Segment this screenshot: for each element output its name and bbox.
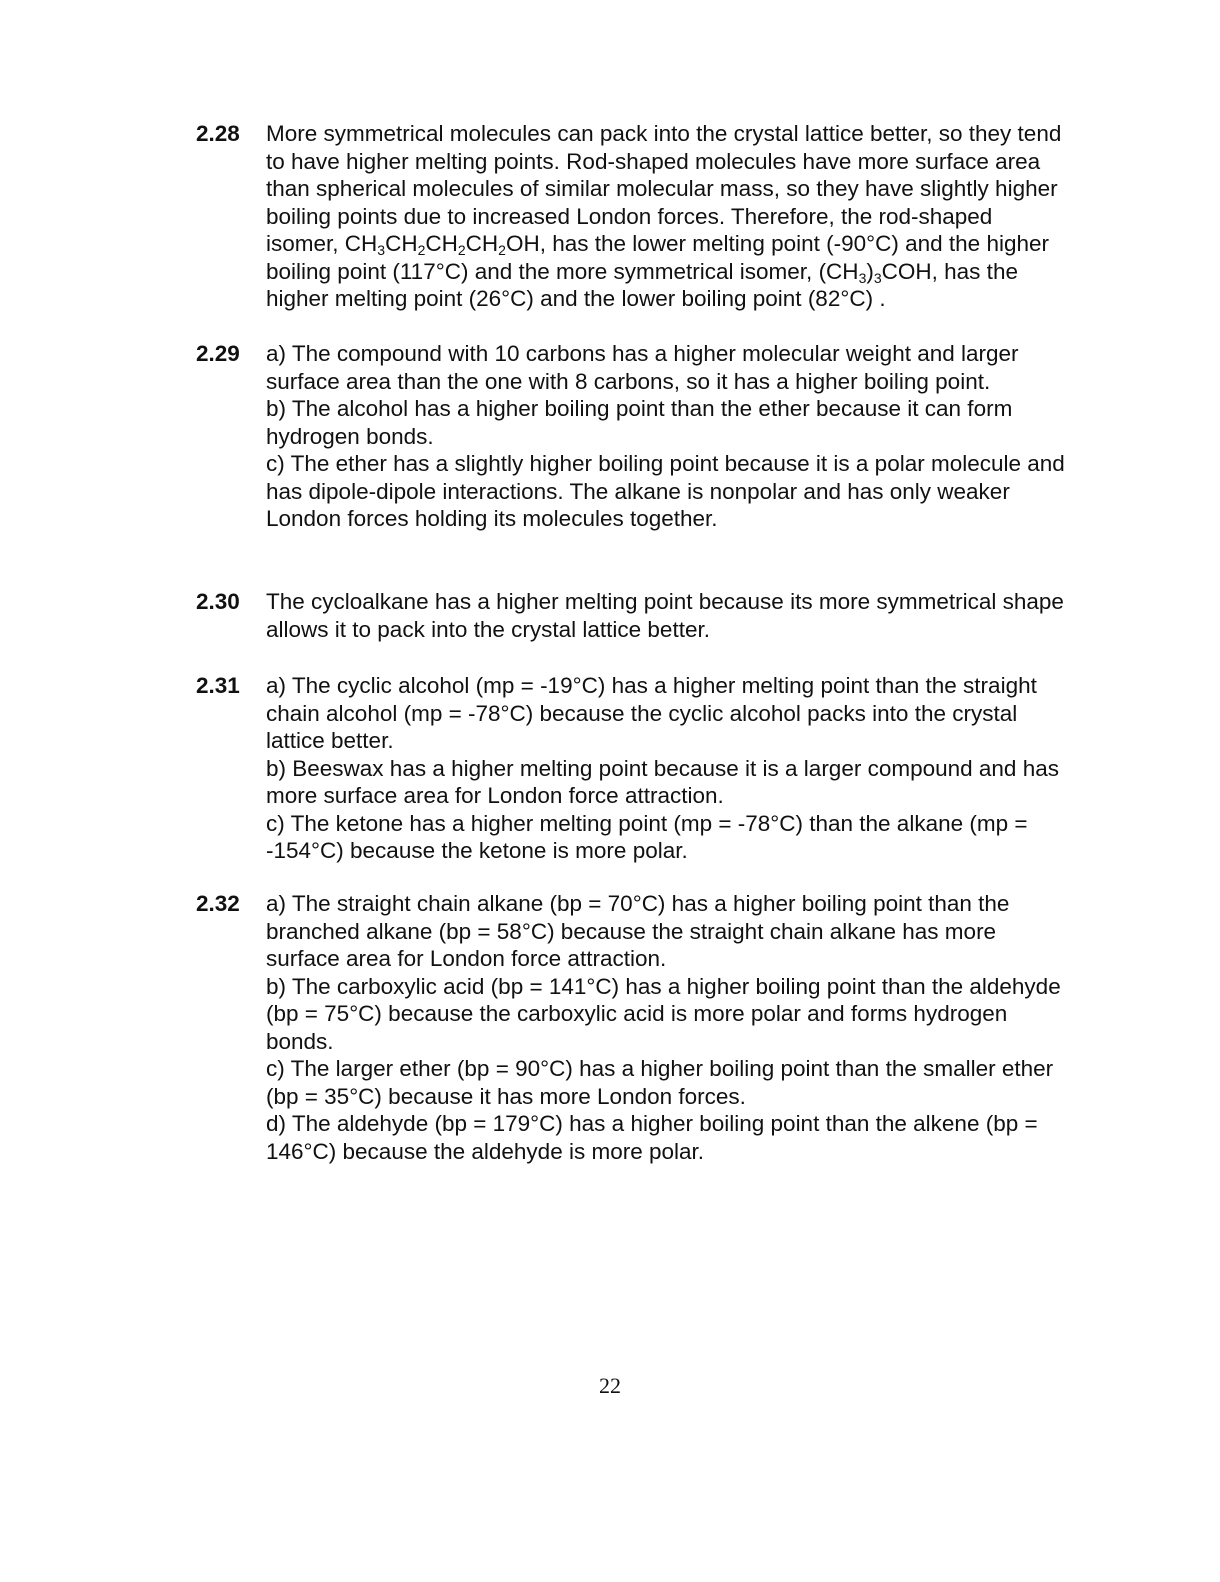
text-line: a) The straight chain alkane (bp = 70°C) has a higher boiling point than the (266, 891, 1010, 916)
text-line: (bp = 75°C) because the carboxylic acid is more polar and forms hydrogen (266, 1001, 1008, 1026)
problem-text (266, 120, 1136, 313)
problem-text (266, 672, 1136, 865)
text-segment: , has the lower melting point (-90°C) and the higher (539, 231, 1049, 256)
text-line: a) The compound with 10 carbons has a higher molecular weight and larger (266, 341, 1019, 366)
text-line: branched alkane (bp = 58°C) because the straight chain alkane has more (266, 918, 997, 944)
text-line: has dipole-dipole interactions. The alkane is nonpolar and has only weaker (266, 478, 1010, 504)
text-segment: isomer, (266, 231, 345, 256)
text-line: More symmetrical molecules can pack into the crystal lattice better, so they tend (266, 121, 1062, 146)
text-line: b) The carboxylic acid (bp = 141°C) has a higher boiling point than the aldehyde (266, 973, 1061, 999)
chemical-formula-butanol: $CH_3CH_2CH_2CH_2OH$ (344, 231, 540, 258)
problem-text (266, 588, 1136, 643)
text-segment: boiling point (117°C) and the more symmetrical isomer, (266, 258, 819, 284)
text-line: b) Beeswax has a higher melting point because it is a larger compound and has (266, 755, 1059, 781)
problem-number: 2.28 (196, 121, 240, 146)
page-number: 22 (599, 1373, 621, 1398)
text-line-formula (266, 230, 1136, 258)
text-line: hydrogen bonds. (266, 423, 434, 449)
text-line: (bp = 35°C) because it has more London forces. (266, 1083, 746, 1109)
text-line: than spherical molecules of similar molecular mass, so they have slightly higher (266, 176, 1058, 201)
text-line: allows it to pack into the crystal lattice better. (266, 616, 710, 642)
problem-text (266, 890, 1136, 1165)
text-line: surface area for London force attraction. (266, 946, 667, 971)
text-line: lattice better. (266, 728, 394, 753)
text-line: surface area than the one with 8 carbons, so it has a higher boiling point. (266, 368, 991, 394)
text-line: c) The larger ether (bp = 90°C) has a higher boiling point than the smaller ether (266, 1056, 1054, 1081)
problem-number: 2.30 (196, 589, 240, 614)
text-line: chain alcohol (mp = -78°C) because the cyclic alcohol packs into the crystal (266, 700, 1018, 726)
problem-number: 2.31 (196, 673, 240, 698)
chemical-formula-tert-butanol: $(CH_3)_3COH$ (818, 258, 932, 286)
text-line: 146°C) because the aldehyde is more polar. (266, 1138, 705, 1164)
text-line: c) The ether has a slightly higher boiling point because it is a polar molecule and (266, 451, 1065, 476)
text-line: bonds. (266, 1028, 334, 1054)
problem-text (266, 340, 1136, 533)
text-line: to have higher melting points. Rod-shaped molecules have more surface area (266, 148, 1041, 174)
problem-number: 2.32 (196, 891, 240, 916)
text-line: London forces holding its molecules together. (266, 506, 718, 531)
text-line: a) The cyclic alcohol (mp = -19°C) has a higher melting point than the straight (266, 673, 1037, 698)
text-line: -154°C) because the ketone is more polar. (266, 838, 688, 863)
text-line: more surface area for London force attraction. (266, 783, 724, 808)
problem-number: 2.29 (196, 341, 240, 366)
text-line-formula (266, 258, 1136, 286)
text-line: higher melting point (26°C) and the lower boiling point (82°C) . (266, 286, 886, 311)
text-line: boiling points due to increased London forces. Therefore, the rod-shaped (266, 203, 993, 229)
text-line: c) The ketone has a higher melting point (mp = -78°C) than the alkane (mp = (266, 810, 1028, 836)
text-segment: , has the (931, 258, 1018, 284)
text-line: b) The alcohol has a higher boiling point than the ether because it can form (266, 396, 1013, 421)
text-line: The cycloalkane has a higher melting point because its more symmetrical shape (266, 589, 1064, 614)
text-line: d) The aldehyde (bp = 179°C) has a higher boiling point than the alkene (bp = (266, 1111, 1038, 1136)
